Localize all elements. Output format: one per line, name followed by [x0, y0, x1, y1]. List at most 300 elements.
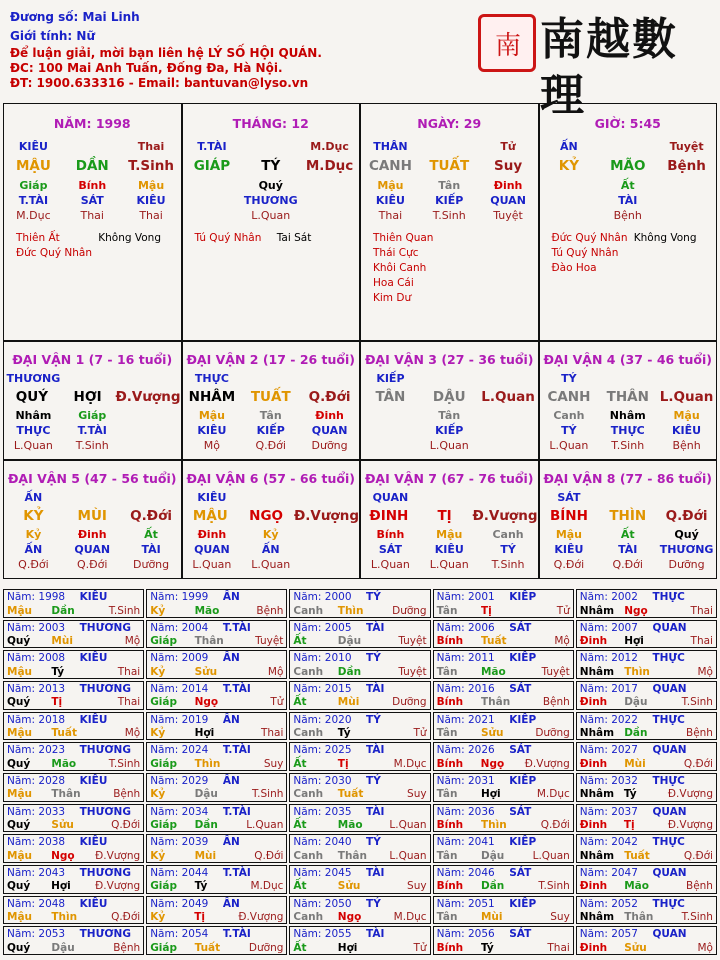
stem-branch-3: Đ.Vượng [472, 508, 538, 524]
year-cell [433, 589, 574, 618]
hidden-stem [540, 408, 717, 423]
year-pillar [293, 635, 426, 648]
year-stage: Bệnh [113, 788, 141, 801]
stem-branch-1: TÂN [375, 389, 406, 405]
year-branch: Tị [623, 819, 635, 832]
year-label: Năm: 2002 [579, 591, 638, 603]
star-row [373, 231, 538, 246]
year-branch: Ngọ [624, 604, 648, 617]
stem-branch-2: TUẤT [429, 158, 470, 174]
year-cell [433, 834, 574, 863]
hidden-god-2: KIẾP [435, 194, 464, 207]
year-header [293, 928, 426, 942]
year-label: Năm: 2016 [436, 682, 495, 695]
hidden-stem-1: Kỷ [25, 528, 42, 541]
year-stage: Đ.Vượng [667, 788, 713, 801]
year-stem: Đinh [579, 880, 608, 893]
annual-luck-table [3, 589, 717, 955]
year-label: Năm: 2049 [150, 897, 209, 910]
hidden-stem-1: Mậu [555, 528, 583, 541]
year-label: Năm: 2036 [436, 805, 495, 818]
hidden-god-3: KIÊU [136, 194, 166, 207]
year-label: Năm: 2017 [579, 682, 638, 695]
year-pillar [437, 911, 570, 924]
stem-branch-1: CANH [368, 158, 412, 174]
hidden-stem [183, 178, 360, 193]
year-header [7, 806, 140, 820]
year-label: Năm: 2011 [436, 652, 495, 665]
year-label: Năm: 2026 [436, 744, 495, 757]
year-label: Năm: 2007 [579, 621, 638, 634]
stem-branch-1: QUÝ [15, 389, 48, 405]
hidden-stem [361, 408, 538, 423]
year-cell [289, 742, 430, 771]
hidden-god-3 [300, 193, 359, 208]
life-stage-3: T.Sinh [491, 558, 525, 571]
hidden-stem-2: Nhâm [609, 409, 646, 422]
year-cell [433, 650, 574, 679]
year-header [150, 683, 283, 697]
year-god: SÁT [509, 682, 532, 695]
year-pillar [150, 880, 283, 893]
year-header [580, 622, 713, 636]
year-god: THƯƠNG [79, 928, 131, 941]
year-cell [146, 834, 287, 863]
year-stage: Q.Đới [111, 819, 141, 832]
hidden-god [540, 193, 717, 208]
year-branch: Dậu [480, 849, 505, 862]
year-pillar [437, 788, 570, 801]
top-god-2 [420, 139, 479, 154]
star-name: Thiên Ất [16, 232, 60, 244]
year-header [437, 806, 570, 820]
year-cell [289, 712, 430, 741]
year-branch: Thìn [194, 757, 221, 770]
year-pillar [580, 850, 713, 863]
dai-van-title: ĐẠI VẬN 1 (7 - 16 tuổi) [12, 352, 173, 367]
year-pillar [437, 635, 570, 648]
year-god: KIÊU [79, 774, 108, 787]
year-cell [433, 896, 574, 925]
year-header [437, 867, 570, 881]
life-stage [540, 438, 717, 453]
hidden-god [361, 542, 538, 557]
hidden-god-1: KIÊU [375, 194, 405, 207]
top-god-1: KIÊU [18, 140, 48, 153]
year-god: KIẾP [509, 713, 537, 726]
hidden-god-1: SÁT [378, 543, 402, 556]
pillar-cell [539, 103, 718, 341]
year-header [580, 652, 713, 666]
seal-stamp-icon: 南 [478, 14, 536, 72]
year-label: Năm: 2010 [293, 652, 352, 665]
year-stage: M.Dục [393, 911, 427, 924]
year-pillar [293, 727, 426, 740]
year-label: Năm: 2045 [293, 866, 352, 879]
year-god: TÀI [366, 621, 385, 634]
hidden-stem-2: Tân [438, 409, 461, 422]
stem-branch-3: Q.Đới [665, 508, 708, 524]
year-cell [146, 650, 287, 679]
year-stage: Bệnh [113, 941, 141, 954]
life-stage-2: Bệnh [613, 209, 642, 222]
year-cell [576, 926, 717, 955]
year-pillar [580, 880, 713, 893]
star-name: Thái Cực [373, 247, 419, 259]
four-pillars-table [3, 103, 717, 341]
year-pillar [437, 850, 570, 863]
year-label: Năm: 2014 [150, 682, 209, 695]
year-stem: Bính [436, 635, 464, 648]
year-label: Năm: 2012 [579, 652, 638, 665]
life-stage-2: L.Quan [251, 558, 291, 571]
year-branch: Mão [51, 757, 77, 770]
year-header [7, 652, 140, 666]
year-branch: Dậu [51, 941, 75, 954]
year-branch: Tuất [337, 788, 364, 801]
year-cell [433, 773, 574, 802]
star-row [373, 291, 538, 306]
dai-van-cell [539, 460, 718, 579]
pillar-title: THÁNG: 12 [232, 116, 309, 131]
year-label: Năm: 2001 [436, 591, 495, 603]
year-header [7, 683, 140, 697]
year-branch: Tý [337, 727, 351, 740]
year-label: Năm: 2051 [436, 897, 495, 910]
hidden-god-1: T.TÀI [18, 194, 49, 207]
year-pillar [293, 696, 426, 709]
year-stage: Bệnh [542, 696, 570, 709]
year-cell [146, 804, 287, 833]
year-god: TÝ [366, 652, 381, 665]
hidden-stem-2: Ất [620, 528, 635, 541]
life-stage-3: Bệnh [672, 439, 701, 452]
top-god [361, 139, 538, 154]
dai-van-god [4, 371, 181, 386]
year-header [580, 744, 713, 758]
year-god: TÝ [366, 774, 381, 787]
address: ĐC: 100 Mai Anh Tuấn, Đống Đa, Hà Nội. [10, 61, 283, 75]
year-label: Năm: 2040 [293, 836, 352, 849]
stem-branch-1: KỶ [558, 158, 580, 174]
year-label: Năm: 2035 [293, 805, 352, 818]
stem-branch [183, 156, 360, 176]
year-stage: Thai [690, 635, 713, 648]
year-cell [3, 773, 144, 802]
year-cell [146, 926, 287, 955]
hidden-god-1: TÝ [561, 424, 577, 437]
hidden-god-1 [183, 193, 242, 208]
year-stem: Nhâm [579, 788, 615, 801]
year-cell [289, 773, 430, 802]
year-god: TÀI [366, 866, 385, 879]
hidden-god-3 [122, 423, 181, 438]
year-branch: Thìn [480, 819, 507, 832]
year-branch: Thìn [624, 665, 650, 678]
stem-branch-3: Đ.Vượng [115, 389, 181, 405]
year-cell [576, 650, 717, 679]
year-header [7, 928, 140, 942]
star-name: Kim Dư [373, 292, 412, 304]
year-stage: Suy [407, 880, 427, 893]
dai-van-cell [182, 460, 361, 579]
life-stage-3 [657, 208, 716, 223]
year-header [293, 744, 426, 758]
year-pillar [150, 819, 283, 832]
hidden-god-2: KIẾP [435, 424, 464, 437]
life-stage [4, 208, 181, 223]
top-god [4, 139, 181, 154]
life-stage-1: M.Dục [16, 209, 51, 222]
life-stage-2: T.Sinh [432, 209, 466, 222]
stem-branch-1: MẬU [192, 508, 228, 524]
year-stem: Giáp [150, 880, 178, 893]
year-label: Năm: 2052 [579, 897, 638, 910]
pillar-cell [3, 103, 182, 341]
hidden-stem [540, 178, 717, 193]
year-branch: Tuất [194, 941, 221, 954]
star-name: Khôi Canh [373, 262, 427, 274]
year-branch: Hợi [194, 727, 215, 740]
year-pillar [437, 666, 570, 679]
hidden-god-2: THỰC [610, 424, 645, 437]
stem-branch-1: MẬU [15, 158, 51, 174]
year-stage: T.Sinh [681, 696, 713, 709]
year-branch: Dậu [624, 696, 648, 709]
year-header [150, 928, 283, 942]
year-header [580, 683, 713, 697]
year-god: ẤN [222, 774, 240, 787]
year-stage: Q.Đới [254, 849, 284, 862]
star-name [634, 261, 716, 276]
year-cell [576, 804, 717, 833]
year-stage: T.Sinh [251, 788, 284, 801]
life-stage-2: L.Quan [429, 558, 469, 571]
year-cell [576, 865, 717, 894]
year-pillar [7, 666, 140, 679]
year-branch: Tị [194, 911, 206, 924]
year-stem: Tân [436, 604, 458, 617]
year-stage: Mộ [697, 665, 713, 678]
life-stage-3: Dưỡng [311, 439, 348, 452]
year-god: SÁT [509, 621, 532, 634]
year-stem: Ất [293, 757, 307, 770]
year-pillar [437, 758, 570, 771]
star-row [373, 261, 538, 276]
star-row [552, 231, 717, 246]
year-label: Năm: 2022 [579, 713, 638, 726]
year-pillar [580, 666, 713, 679]
year-header [580, 928, 713, 942]
year-god: THỰC [652, 591, 685, 603]
year-header [437, 836, 570, 850]
year-label: Năm: 2003 [7, 621, 66, 634]
life-stage-3: Tuyệt [493, 209, 523, 222]
year-stage: T.Sinh [538, 880, 570, 893]
year-cell [289, 804, 430, 833]
hidden-god-2: SÁT [80, 194, 104, 207]
hidden-god-2: KIẾP [256, 424, 285, 437]
life-stage [183, 557, 360, 572]
stem-branch-3: T.Sinh [128, 158, 174, 174]
year-header [437, 744, 570, 758]
year-stem: Mậu [7, 849, 33, 862]
top-god-1: T.TÀI [197, 140, 227, 153]
life-stage [540, 208, 717, 223]
top-god-1: THÂN [373, 140, 408, 153]
year-god: SÁT [509, 928, 532, 941]
stem-branch-2: THÌN [609, 508, 647, 524]
year-stem: Đinh [579, 757, 608, 770]
year-stem: Đinh [579, 819, 608, 832]
star-row [373, 246, 538, 261]
star-row [16, 231, 181, 246]
life-stage [540, 557, 717, 572]
hidden-god [4, 193, 181, 208]
year-god: QUAN [652, 621, 687, 634]
year-pillar [150, 788, 283, 801]
year-cell [289, 834, 430, 863]
year-branch: Sửu [194, 665, 218, 678]
year-cell [576, 620, 717, 649]
year-stage: T.Sinh [108, 604, 141, 617]
stem-branch-1: GIÁP [193, 158, 231, 174]
star-name [455, 246, 537, 261]
year-god: KIÊU [79, 713, 108, 726]
year-stem: Bính [436, 696, 464, 709]
stem-branch-3: Đ.Vượng [293, 508, 359, 524]
life-stage-3: Thai [139, 209, 163, 222]
year-cell [289, 896, 430, 925]
hidden-stem-1: Mậu [198, 409, 226, 422]
year-stage: Suy [263, 757, 284, 770]
year-god: TÝ [366, 713, 381, 726]
year-stem: Quý [7, 941, 31, 954]
year-pillar [437, 727, 570, 740]
life-stage-2: Q.Đới [612, 558, 643, 571]
year-pillar [7, 696, 140, 709]
year-stem: Đinh [579, 635, 608, 648]
stem-branch [540, 156, 717, 176]
year-header [293, 836, 426, 850]
dai-van-god [540, 490, 717, 505]
life-stage-1: Q.Đới [553, 558, 585, 571]
year-branch: Dậu [194, 788, 218, 801]
year-stem: Canh [293, 665, 324, 678]
year-god: THỰC [652, 713, 685, 726]
year-header [580, 898, 713, 912]
year-god: TÀI [366, 928, 385, 941]
year-header [150, 652, 283, 666]
life-stage-2: T.Sinh [75, 439, 109, 452]
year-branch: Sửu [337, 880, 361, 893]
hidden-god-2: T.TÀI [77, 424, 107, 437]
year-label: Năm: 1999 [150, 591, 209, 603]
hidden-stem-3: Đinh [493, 179, 523, 192]
hidden-god [183, 542, 360, 557]
year-label: Năm: 2027 [579, 744, 638, 757]
year-label: Năm: 2039 [150, 836, 209, 849]
year-branch: Thân [624, 911, 654, 924]
year-stage: Mộ [124, 635, 141, 648]
year-label: Năm: 2015 [293, 682, 352, 695]
year-stage: Mộ [124, 727, 141, 740]
year-god: THƯƠNG [79, 805, 131, 818]
life-stage-3 [479, 438, 538, 453]
year-label: Năm: 2050 [293, 897, 352, 910]
year-branch: Tị [51, 696, 63, 709]
year-stem: Quý [7, 757, 31, 770]
dai-van-cell [3, 460, 182, 579]
hidden-god-1 [361, 423, 420, 438]
year-pillar [580, 788, 713, 801]
year-stage: Tuyệt [255, 635, 284, 648]
year-stem: Giáp [150, 819, 178, 832]
year-label: Năm: 2019 [150, 713, 209, 726]
year-cell [433, 865, 574, 894]
stem-branch-1: KỶ [23, 508, 44, 524]
year-god: TÀI [366, 805, 385, 818]
top-god-3: Thai [137, 140, 165, 153]
year-label: Năm: 2044 [150, 866, 209, 879]
hidden-stem [540, 527, 717, 542]
year-stage: Bệnh [256, 604, 284, 617]
year-cell [3, 834, 144, 863]
year-branch: Mão [194, 604, 220, 617]
year-header [580, 836, 713, 850]
hidden-stem-1 [361, 408, 420, 423]
year-cell [146, 896, 287, 925]
year-label: Năm: 2057 [579, 928, 638, 941]
year-branch: Hợi [337, 941, 358, 954]
life-stage-3 [300, 208, 359, 223]
year-pillar [437, 880, 570, 893]
year-label: Năm: 2038 [7, 836, 66, 849]
year-god: ẤN [222, 897, 240, 910]
year-stage: Tử [556, 604, 570, 617]
year-stage: Suy [407, 788, 427, 801]
life-stage-2: Q.Đới [255, 439, 286, 452]
year-header [580, 591, 713, 605]
hidden-god-3: TÝ [500, 543, 516, 556]
dai-van-god-label: QUAN [372, 491, 409, 504]
star-name: Tai Sát [276, 232, 312, 244]
year-cell [576, 773, 717, 802]
hidden-god-1 [540, 193, 599, 208]
year-label: Năm: 2029 [150, 774, 209, 787]
year-pillar [293, 819, 426, 832]
year-label: Năm: 2018 [7, 713, 66, 726]
special-stars [4, 231, 181, 261]
year-branch: Mão [624, 880, 649, 893]
year-cell [289, 926, 430, 955]
stem-branch [540, 387, 717, 407]
year-header [150, 744, 283, 758]
year-label: Năm: 2055 [293, 928, 352, 941]
year-stem: Ất [293, 635, 307, 648]
contact-invite: Để luận giải, mời bạn liên hệ LÝ SỐ HỘI QUÁN. [10, 46, 322, 60]
year-stem: Bính [436, 880, 464, 893]
year-cell [576, 681, 717, 710]
year-god: ẤN [222, 591, 240, 603]
year-stage: Bệnh [685, 727, 713, 740]
star-name [98, 246, 180, 261]
year-pillar [580, 819, 713, 832]
pillar-cell [360, 103, 539, 341]
hidden-stem-3: Đinh [315, 409, 344, 422]
year-stem: Quý [7, 819, 31, 832]
year-stem: Canh [293, 788, 324, 801]
